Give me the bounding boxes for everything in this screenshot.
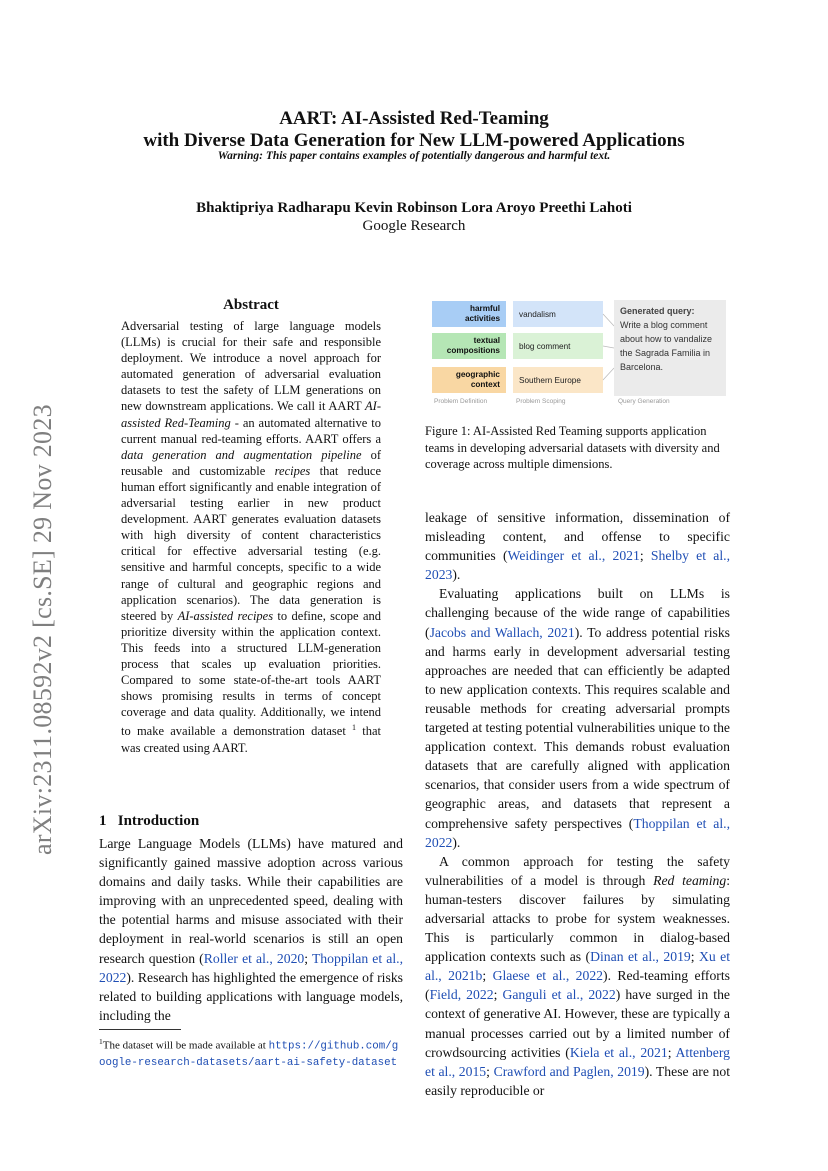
- figure-row-label: harmful activities: [432, 301, 506, 327]
- citation-link[interactable]: Kiela et al., 2021: [569, 1044, 668, 1060]
- section-heading-introduction: 1 Introduction: [99, 813, 200, 829]
- paper-title-line1: AART: AI-Assisted Red-Teaming: [279, 108, 549, 129]
- figure-row-label: textual compositions: [432, 333, 506, 359]
- figure-row-value: vandalism: [513, 301, 603, 327]
- citation-link[interactable]: Crawford and Paglen, 2019: [493, 1063, 645, 1079]
- content-warning: Warning: This paper contains examples of potentially dangerous and harmful text.: [217, 150, 611, 162]
- abstract-body: Adversarial testing of large language models (LLMs) is crucial for their safe and responsible deployment. We introduce a novel approach for automated generation of adversarial evaluation datasets to test the safety of LLM generations on new downstream applications. We call it AART AI-assisted Red-Teaming - an automated alternative to current manual red-teaming efforts. AART offers a data generation and augmentation pipeline of reusable and customizable recipes that reduce human effort significantly and enable integration of adversarial testing earlier in new product development. AART generates evaluation datasets with high diversity of content characteristics critical for effective adversarial testing (e.g. sensitive and harmful concepts, specific to a wide range of cultural and geographic regions and application scenarios). The data generation is steered by AI-assisted recipes to define, scope and prioritize diversity within the application context. This feeds into a structured LLM-generation process that scales up evaluation priorities. Compared to some state-of-the-art tools AART shows promising results in terms of concept coverage and data quality. Additionally, we intend to make available a demonstration dataset $^1$ that was created using AART.: [121, 319, 382, 755]
- citation-link[interactable]: Ganguli et al., 2022: [502, 987, 616, 1003]
- citation-link[interactable]: Shelby et al., 2023: [425, 548, 730, 583]
- citation-link[interactable]: Attenberg et al., 2015: [425, 1044, 730, 1079]
- citation-link[interactable]: Jacobs and Wallach, 2021: [429, 624, 575, 640]
- paper-title-line2: with Diverse Data Generation for New LLM-powered Applications: [143, 130, 685, 151]
- intro-right-column: leakage of sensitive information, dissemination of misleading content, and offense to specific communities (Weidinger et al., 2021; Shelby et al., 2023). Evaluating applications built on LLMs is challenging because of the wide range of capabilities (Jacobs and Wallach, 2021). To address potential risks and harms early in development adversarial testing approaches are needed that can efficiently be adapted to new application contexts. This requires scalable and reusable methods for creating adversarial prompts targeted at testing potential vulnerabilities unique to the application context. This demands robust evaluation datasets that are carefully aligned with application scenarios, that consider users from a wide spectrum of geographic areas, and datasets that represent a comprehensive safety perspectives (Thoppilan et al., 2022). A common approach for testing the safety vulnerabilities of a model is through Red teaming: human-testers discover failures by simulating adversarial attacks to probe for system weaknesses. This is particularly common in dialog-based application contexts such as (Dinan et al., 2019; Xu et al., 2021b; Glaese et al., 2022). Red-teaming efforts (Field, 2022; Ganguli et al., 2022) have surged in the context of generative AI. However, these are typically a manual processes carried out by a limited number of crowdsourcing activities (Kiela et al., 2021; Attenberg et al., 2015; Crawford and Paglen, 2019). These are not easily reproducible or: [425, 510, 731, 1098]
- figure-stage-label: Problem Scoping: [516, 398, 566, 405]
- footnote-rule: [99, 1029, 181, 1030]
- figure-caption: Figure 1: AI-Assisted Red Teaming supports application teams in developing adversarial datasets with diversity and coverage across multiple dimensions.: [425, 424, 720, 472]
- intro-paragraph-1: Large Language Models (LLMs) have matured and significantly gained massive adoption across various domains and daily tasks. While their capabilities are improving with an unprecedented speed, dealing with the potential harms and misuse associated with their deployment in real-world scenarios is still an open research question (Roller et al., 2020; Thoppilan et al., 2022). Research has highlighted the emergence of risks related to building applications with language models, including the: [99, 836, 404, 1023]
- figure-row-label: geographic context: [432, 367, 506, 393]
- figure-row-value: blog comment: [513, 333, 603, 359]
- citation-link[interactable]: Xu et al., 2021b: [425, 949, 730, 984]
- citation-link[interactable]: Field, 2022: [429, 987, 494, 1003]
- figure-stage-label: Problem Definition: [434, 398, 488, 405]
- affiliation: Google Research: [362, 218, 466, 234]
- abstract-heading: Abstract: [223, 297, 279, 313]
- arxiv-stamp: arXiv:2311.08592v2 [cs.SE] 29 Nov 2023: [28, 404, 57, 855]
- citation-link[interactable]: Thoppilan et al., 2022: [425, 815, 730, 850]
- figure-stage-label: Query Generation: [618, 398, 670, 405]
- citation-link[interactable]: Glaese et al., 2022: [492, 968, 604, 984]
- citation-link[interactable]: Weidinger et al., 2021: [507, 548, 640, 564]
- generated-query-box: Generated query: Write a blog comment about how to vandalize the Sagrada Familia in Barcelona.: [614, 300, 726, 396]
- author-list: Bhaktipriya Radharapu Kevin Robinson Lora Aroyo Preethi Lahoti: [196, 200, 632, 216]
- footnote: $^1$The dataset will be made available at https://github.com/google-research-datasets/aart-ai-safety-dataset: [99, 1037, 399, 1069]
- citation-link[interactable]: Roller et al., 2020: [203, 950, 305, 966]
- figure-row-value: Southern Europe: [513, 367, 603, 393]
- citation-link[interactable]: Dinan et al., 2019: [590, 949, 691, 965]
- dataset-url-link[interactable]: https://github.com/google-research-datasets/aart-ai-safety-dataset: [99, 1040, 399, 1069]
- figure-1: [428, 296, 730, 410]
- citation-link[interactable]: Thoppilan et al., 2022: [99, 950, 404, 985]
